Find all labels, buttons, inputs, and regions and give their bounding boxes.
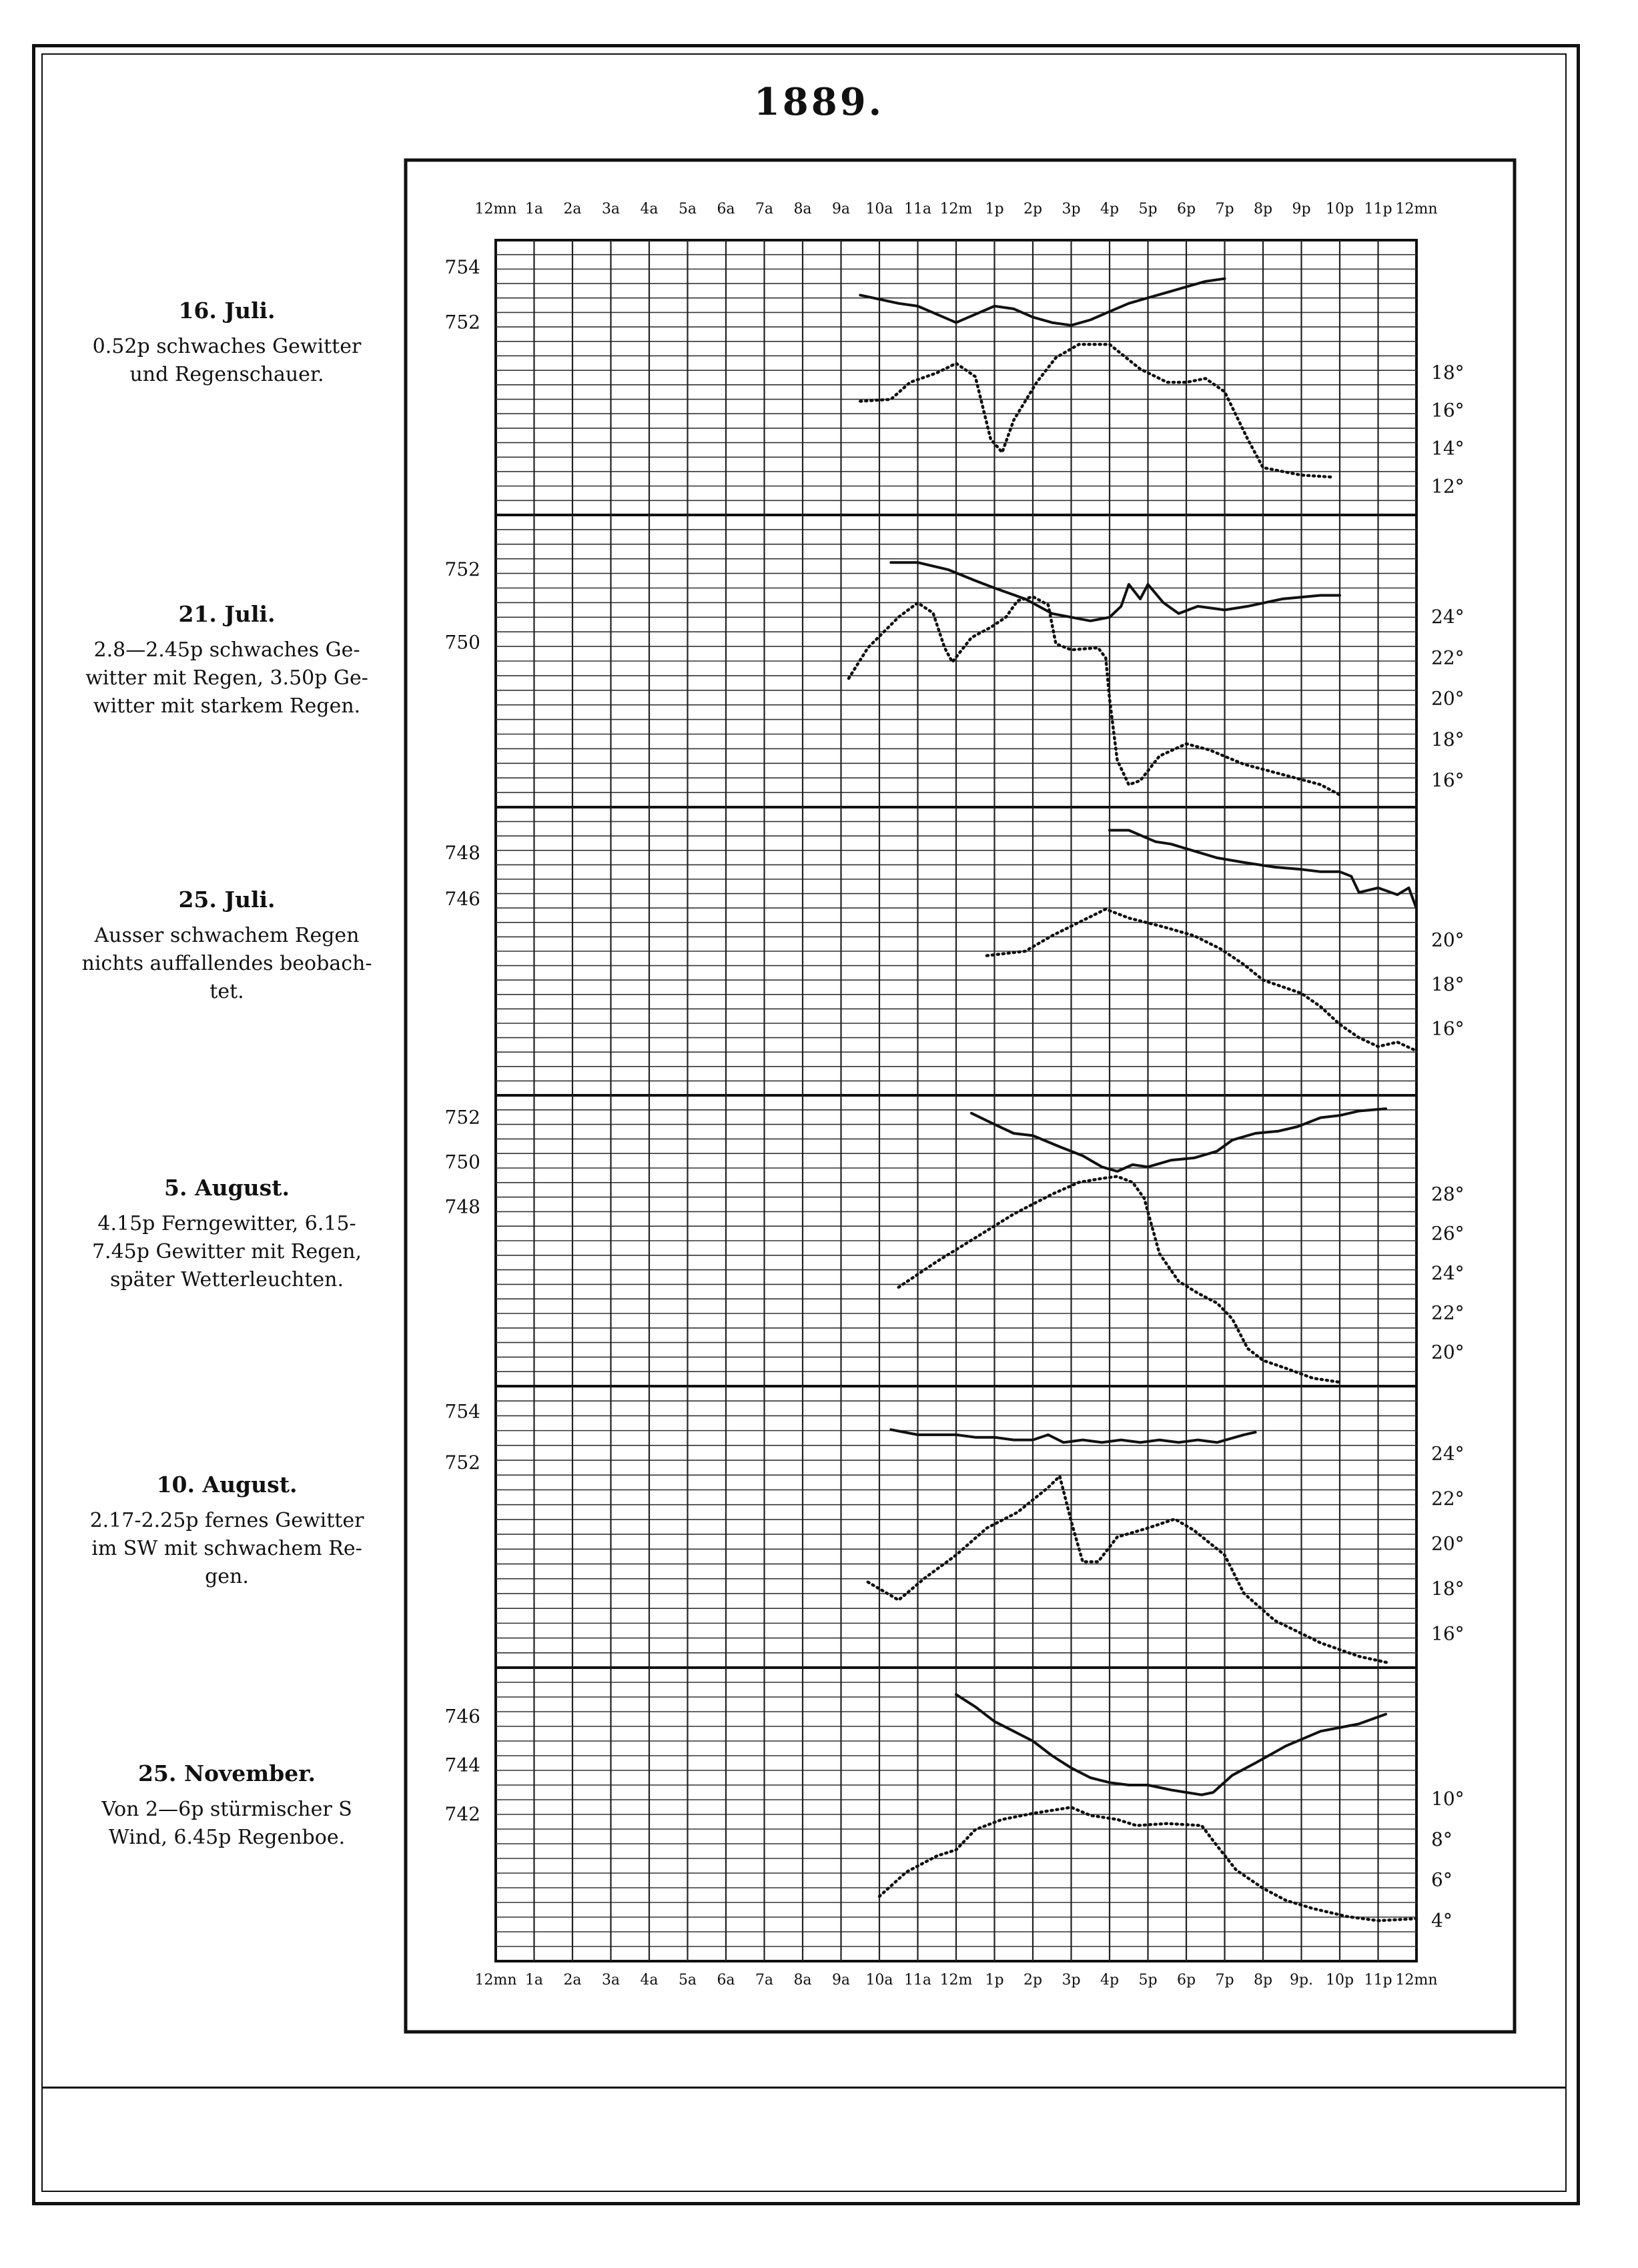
hour-label-top: 7p: [1215, 201, 1234, 217]
pressure-series-line: [971, 1109, 1386, 1171]
panel-note-line: später Wetterleuchten.: [110, 1268, 344, 1291]
hour-label-top: 9a: [831, 201, 851, 217]
pressure-series-line: [891, 562, 1340, 621]
hour-label-bottom: 9a: [831, 1972, 851, 1989]
panel-annotation: [80, 886, 374, 1006]
hour-label-bottom: 3a: [601, 1972, 621, 1989]
panel-note-line: witter mit starkem Regen.: [93, 694, 361, 718]
panel-annotation: [80, 600, 374, 720]
pressure-tick-label: 748: [444, 1195, 480, 1218]
hour-label-bottom: 7a: [755, 1972, 774, 1989]
hour-label-top: 2p: [1023, 201, 1043, 217]
hour-label-bottom: 4p: [1100, 1972, 1120, 1989]
temperature-tick-label: 16°: [1431, 1622, 1465, 1645]
panel-date: 10. August.: [156, 1472, 298, 1498]
hour-label-bottom: 10a: [865, 1972, 893, 1989]
temperature-tick-label: 20°: [1431, 929, 1465, 951]
panel-annotation: [80, 297, 374, 389]
hour-label-top: 2a: [563, 201, 582, 217]
hour-label-top: 1p: [985, 201, 1004, 217]
hour-label-top: 4a: [640, 201, 659, 217]
hour-label-top: 6p: [1176, 201, 1196, 217]
hour-label-top: 3p: [1062, 201, 1081, 217]
temperature-tick-label: 20°: [1431, 687, 1465, 710]
hour-label-top: 3a: [601, 201, 621, 217]
temperature-tick-label: 16°: [1431, 399, 1465, 422]
pressure-tick-label: 748: [444, 842, 480, 865]
hour-label-bottom: 1a: [524, 1972, 544, 1989]
panel-note-line: tet.: [210, 980, 244, 1003]
pressure-tick-label: 752: [444, 558, 480, 581]
hour-label-bottom: 9p.: [1289, 1972, 1314, 1989]
hour-label-top: 6a: [717, 201, 735, 217]
pressure-tick-label: 752: [444, 311, 480, 334]
pressure-tick-label: 742: [444, 1803, 480, 1825]
hour-label-bottom: 12mn: [1395, 1972, 1438, 1989]
hour-label-bottom: 6p: [1176, 1972, 1196, 1989]
panel-note-line: Von 2—6p stürmischer S: [101, 1798, 352, 1821]
panel-date: 25. November.: [137, 1760, 316, 1786]
hour-label-bottom: 5p: [1138, 1972, 1158, 1989]
hour-label-top: 11p: [1364, 201, 1392, 217]
temperature-tick-label: 18°: [1431, 361, 1465, 384]
temperature-tick-label: 24°: [1431, 1442, 1465, 1465]
temperature-tick-label: 12°: [1431, 475, 1465, 498]
temperature-tick-label: 22°: [1431, 646, 1465, 669]
pressure-tick-label: 746: [444, 1705, 480, 1728]
pressure-series-line: [891, 1430, 1255, 1442]
pressure-tick-label: 754: [444, 1400, 480, 1423]
hour-label-top: 5a: [678, 201, 697, 217]
hour-label-top: 9p: [1292, 201, 1311, 217]
pressure-tick-label: 744: [444, 1754, 480, 1776]
temperature-tick-label: 18°: [1431, 728, 1465, 750]
panel-date: 25. Juli.: [178, 887, 276, 913]
panel-annotation: [80, 1471, 374, 1591]
hour-label-bottom: 3p: [1062, 1972, 1081, 1989]
panel-annotation: [80, 1760, 374, 1852]
temperature-tick-label: 28°: [1431, 1183, 1465, 1205]
temperature-tick-label: 18°: [1431, 973, 1465, 995]
hour-label-top: 12m: [939, 201, 973, 217]
temperature-tick-label: 24°: [1431, 1261, 1465, 1284]
hour-label-top: 7a: [755, 201, 774, 217]
panel-date: 16. Juli.: [178, 298, 276, 324]
hour-label-top: 10p: [1325, 201, 1354, 217]
temperature-tick-label: 8°: [1431, 1828, 1453, 1850]
hour-label-top: 5p: [1138, 201, 1158, 217]
pressure-series-line: [860, 279, 1224, 326]
hour-label-top: 12mn: [1395, 201, 1438, 217]
hour-label-top: 11a: [903, 201, 932, 217]
hour-label-bottom: 6a: [717, 1972, 735, 1989]
pressure-tick-label: 750: [444, 631, 480, 654]
hour-label-top: 10a: [865, 201, 893, 217]
hour-label-top: 8p: [1253, 201, 1273, 217]
panel-note-line: 0.52p schwaches Gewitter: [92, 335, 362, 358]
temperature-series-line: [899, 1177, 1340, 1383]
temperature-tick-label: 4°: [1431, 1909, 1453, 1932]
panel-annotation: [80, 1174, 374, 1294]
temperature-tick-label: 16°: [1431, 769, 1465, 792]
panel-note-line: Ausser schwachem Regen: [94, 924, 360, 947]
panel-note-line: im SW mit schwachem Re-: [91, 1537, 362, 1560]
panel-note-line: witter mit Regen, 3.50p Ge-: [85, 666, 368, 690]
pressure-tick-label: 752: [444, 1106, 480, 1129]
pressure-series-line: [956, 1694, 1386, 1794]
temperature-tick-label: 22°: [1431, 1487, 1465, 1510]
temperature-tick-label: 20°: [1431, 1341, 1465, 1363]
temperature-series-line: [849, 597, 1340, 795]
panel-note-line: 7.45p Gewitter mit Regen,: [91, 1240, 362, 1263]
panel-note-line: 4.15p Ferngewitter, 6.15-: [97, 1212, 356, 1235]
hour-label-top: 8a: [793, 201, 812, 217]
temperature-tick-label: 18°: [1431, 1577, 1465, 1600]
temperature-tick-label: 16°: [1431, 1017, 1465, 1040]
pressure-tick-label: 750: [444, 1151, 480, 1173]
temperature-tick-label: 22°: [1431, 1301, 1465, 1324]
hour-label-top: 1a: [524, 201, 544, 217]
hour-label-top: 12mn: [474, 201, 517, 217]
hour-label-bottom: 4a: [640, 1972, 659, 1989]
panel-note-line: gen.: [205, 1565, 249, 1588]
temperature-tick-label: 26°: [1431, 1222, 1465, 1245]
hour-label-bottom: 12m: [939, 1972, 973, 1989]
panel-date: 21. Juli.: [178, 601, 276, 627]
hour-label-bottom: 7p: [1215, 1972, 1234, 1989]
temperature-tick-label: 24°: [1431, 606, 1465, 628]
temperature-tick-label: 14°: [1431, 437, 1465, 460]
hour-label-bottom: 1p: [985, 1972, 1004, 1989]
page-title: 1889.: [753, 80, 885, 124]
hour-label-bottom: 8a: [793, 1972, 812, 1989]
hour-label-bottom: 5a: [678, 1972, 697, 1989]
hour-label-bottom: 10p: [1325, 1972, 1354, 1989]
temperature-tick-label: 6°: [1431, 1868, 1453, 1891]
hour-label-bottom: 8p: [1253, 1972, 1273, 1989]
hour-label-bottom: 11a: [903, 1972, 932, 1989]
pressure-tick-label: 752: [444, 1452, 480, 1474]
hour-label-top: 4p: [1100, 201, 1120, 217]
pressure-tick-label: 746: [444, 888, 480, 911]
hour-label-bottom: 2a: [563, 1972, 582, 1989]
panel-note-line: 2.8—2.45p schwaches Ge-: [93, 638, 360, 662]
panel-date: 5. August.: [164, 1175, 290, 1201]
panel-note-line: 2.17-2.25p fernes Gewitter: [89, 1509, 364, 1532]
panel-note-line: Wind, 6.45p Regenboe.: [108, 1826, 346, 1849]
hour-label-bottom: 11p: [1364, 1972, 1392, 1989]
panel-note-line: und Regenschauer.: [129, 363, 324, 386]
temperature-tick-label: 20°: [1431, 1532, 1465, 1555]
hour-label-bottom: 2p: [1023, 1972, 1043, 1989]
panel-note-line: nichts auffallendes beobach-: [81, 952, 372, 975]
temperature-tick-label: 10°: [1431, 1788, 1465, 1810]
pressure-tick-label: 754: [444, 256, 480, 279]
hour-label-bottom: 12mn: [474, 1972, 517, 1989]
